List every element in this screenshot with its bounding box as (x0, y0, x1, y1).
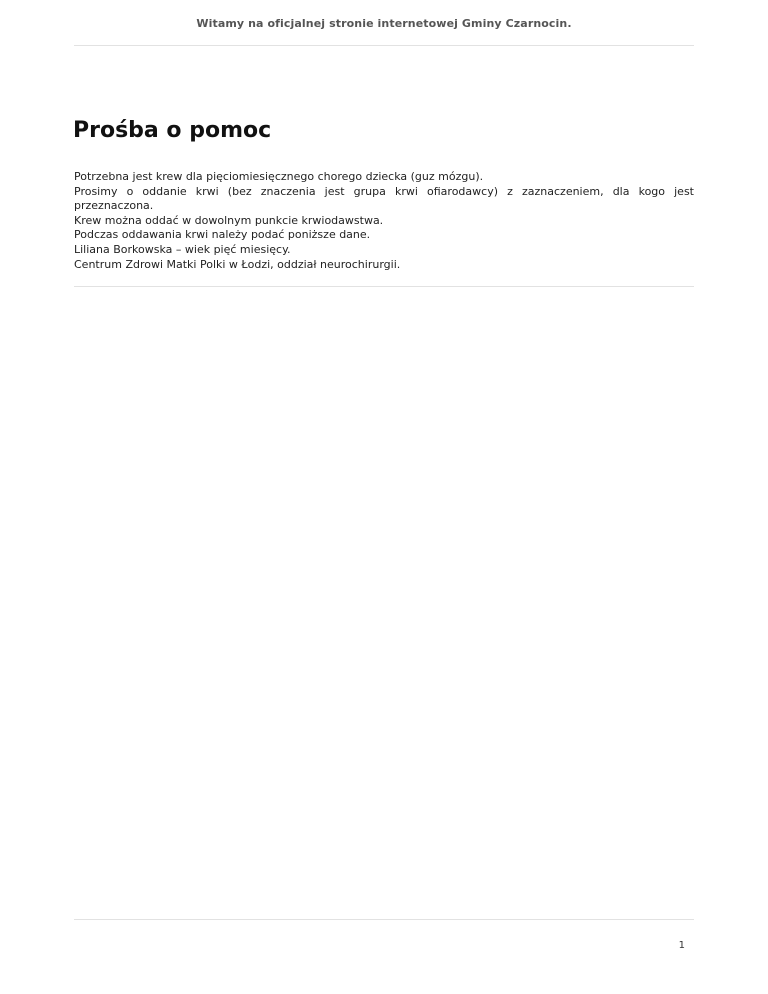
article-line: Krew można oddać w dowolnym punkcie krwiodawstwa. (74, 213, 384, 227)
article-line: Potrzebna jest krew dla pięciomiesięcznego chorego dziecka (guz mózgu). (74, 170, 484, 183)
header-divider (74, 45, 694, 46)
article-body (74, 170, 694, 272)
article-line: Centrum Zdrowi Matki Polki w Łodzi, oddział neurochirurgii. (74, 257, 401, 271)
article-line: Podczas oddawania krwi należy podać poniższe dane. (74, 228, 371, 242)
page-header: Witamy na oficjalnej stronie internetowej Gminy Czarnocin. (196, 17, 572, 30)
footer-divider (74, 919, 694, 920)
content-divider (74, 286, 694, 287)
page-number: 1 (678, 940, 685, 951)
article-line: Liliana Borkowska – wiek pięć miesięcy. (74, 242, 291, 256)
article-line: Prosimy o oddanie krwi (bez znaczenia jest grupa krwi ofiarodawcy) z zaznaczeniem, dla kogo jest przeznaczona. (74, 184, 694, 213)
page-title: Prośba o pomoc (73, 118, 272, 143)
